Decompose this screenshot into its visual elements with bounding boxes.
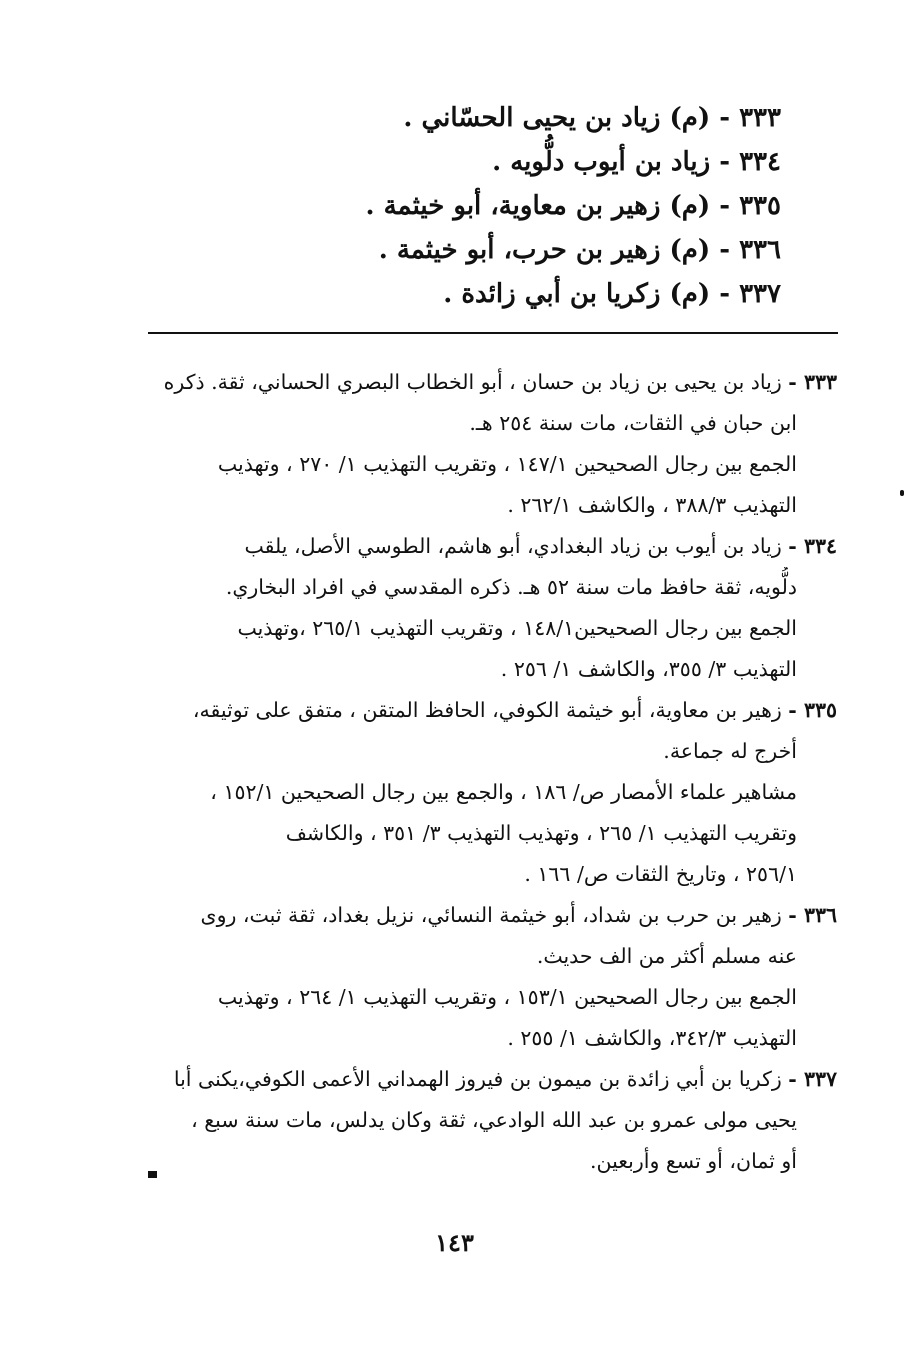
- footnote-number: ٣٣٧ -: [788, 1067, 837, 1091]
- footnote-text: زهير بن حرب بن شداد، أبو خيثمة النسائي، نزيل بغداد، ثقة ثبت، روى: [200, 903, 789, 927]
- footnote-sources: الجمع بين رجال الصحيحين ١٥٣/١ ، وتقريب التهذيب ١/ ٢٦٤ ، وتهذيب: [217, 985, 797, 1009]
- footnote-entry: [147, 362, 837, 526]
- footnote-entry: [147, 1059, 837, 1182]
- footnote-text: زياد بن يحيى بن زياد بن حسان ، أبو الخطاب البصري الحساني، ثقة. ذكره: [163, 370, 789, 394]
- footnote-continuation: أخرج له جماعة.: [663, 739, 797, 763]
- footnote-continuation: عنه مسلم أكثر من الف حديث.: [536, 944, 797, 968]
- footnote-continuation: ابن حبان في الثقات، مات سنة ٢٥٤ هـ.: [469, 411, 797, 435]
- footnote-head-line: [147, 1059, 837, 1100]
- narrator-list-item: ٣٣٧ - (م) زكريا بن أبي زائدة .: [443, 279, 781, 309]
- footnote-divider: [148, 332, 838, 334]
- footnote-number: ٣٣٥ -: [788, 698, 837, 722]
- footnote-entry: [147, 690, 837, 895]
- end-of-section-mark: [148, 1171, 157, 1178]
- narrator-list-item: ٣٣٥ - (م) زهير بن معاوية، أبو خيثمة .: [365, 191, 781, 221]
- footnote-sources: مشاهير علماء الأمصار ص/ ١٨٦ ، والجمع بين رجال الصحيحين ١٥٢/١ ،: [210, 780, 797, 804]
- footnote-continuation: أو ثمان، أو تسع وأربعين.: [589, 1149, 797, 1173]
- footnote-sources: التهذيب ٣/ ٣٥٥، والكاشف ١/ ٢٥٦ .: [500, 657, 797, 681]
- footnote-continuation: دلُّويه، ثقة حافظ مات سنة ٥٢ هـ. ذكره المقدسي في افراد البخاري.: [225, 575, 797, 599]
- footnote-number: ٣٣٣ -: [788, 370, 837, 394]
- footnote-head-line: [147, 895, 837, 936]
- footnote-sources: التهذيب ٣٤٢/٣، والكاشف ١/ ٢٥٥ .: [507, 1026, 797, 1050]
- footnote-number: ٣٣٤ -: [788, 534, 837, 558]
- page-number: ١٤٣: [435, 1228, 474, 1257]
- footnote-entry: [147, 526, 837, 690]
- footnote-sources: الجمع بين رجال الصحيحين ١٤٧/١ ، وتقريب التهذيب ١/ ٢٧٠ ، وتهذيب: [217, 452, 797, 476]
- footnote-number: ٣٣٦ -: [788, 903, 837, 927]
- footnote-head-line: [147, 526, 837, 567]
- footnote-sources: التهذيب ٣٨٨/٣ ، والكاشف ٢٦٢/١ .: [507, 493, 797, 517]
- footnote-text: زياد بن أيوب بن زياد البغدادي، أبو هاشم، الطوسي الأصل، يلقب: [244, 534, 789, 558]
- narrator-list-item: ٣٣٦ - (م) زهير بن حرب، أبو خيثمة .: [378, 235, 781, 265]
- footnote-sources: وتقريب التهذيب ١/ ٢٦٥ ، وتهذيب التهذيب ٣/ ٣٥١ ، والكاشف: [285, 821, 797, 845]
- footnotes: [147, 362, 837, 1182]
- footnote-sources: ٢٥٦/١ ، وتاريخ الثقات ص/ ١٦٦ .: [524, 862, 797, 886]
- footnote-head-line: [147, 690, 837, 731]
- footnote-text: زكريا بن أبي زائدة بن ميمون بن فيروز الهمداني الأعمى الكوفي،يكنى أبا: [173, 1067, 789, 1091]
- narrator-list-item: ٣٣٤ - زياد بن أيوب دلُّويه .: [492, 147, 781, 177]
- narrator-list: [221, 96, 781, 316]
- narrator-list-item: ٣٣٣ - (م) زياد بن يحيى الحسّاني .: [403, 103, 781, 133]
- footnote-entry: [147, 895, 837, 1059]
- footnote-sources: الجمع بين رجال الصحيحين١٤٨/١ ، وتقريب التهذيب ٢٦٥/١ ،وتهذيب: [237, 616, 797, 640]
- scan-speck: [900, 490, 904, 496]
- footnote-head-line: [147, 362, 837, 403]
- footnote-continuation: يحيى مولى عمرو بن عبد الله الوادعي، ثقة وكان يدلس، مات سنة سبع ،: [191, 1108, 797, 1132]
- footnote-text: زهير بن معاوية، أبو خيثمة الكوفي، الحافظ المتقن ، متفق على توثيقه،: [192, 698, 789, 722]
